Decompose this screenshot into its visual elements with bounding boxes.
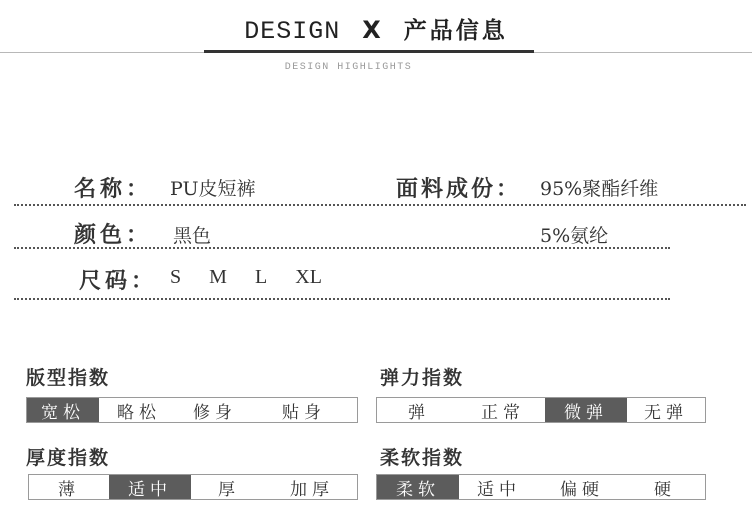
color-label: 颜色：: [74, 223, 153, 248]
size-list: [170, 266, 344, 289]
elasticity-option-stretch[interactable]: 弹: [408, 402, 430, 423]
elasticity-option-none[interactable]: 无弹: [644, 402, 688, 423]
fabric-label: 面料成份：: [396, 177, 522, 202]
softness-option-hard[interactable]: 硬: [654, 479, 676, 500]
color-value: 黑色: [173, 225, 212, 247]
thickness-index-title: 厚度指数: [26, 447, 111, 469]
elasticity-index-title: 弹力指数: [380, 367, 465, 389]
fit-index-title: 版型指数: [26, 367, 111, 389]
title-english: DESIGN: [244, 17, 341, 46]
thickness-option-thin[interactable]: 薄: [58, 479, 80, 500]
softness-option-firm[interactable]: 偏硬: [560, 479, 604, 500]
size-label: 尺码：: [79, 269, 158, 294]
fit-option-tight[interactable]: 贴身: [282, 402, 326, 423]
dotted-divider: [14, 298, 670, 300]
dotted-divider: [14, 247, 670, 249]
title-x-mark: X: [362, 16, 382, 44]
softness-index-title: 柔软指数: [380, 447, 465, 469]
fabric-value-2: 5%氨纶: [540, 225, 609, 247]
thickness-index-bar: [28, 474, 358, 500]
page-title: [0, 12, 752, 46]
fit-index-bar: [26, 397, 358, 423]
thickness-option-medium[interactable]: 适中: [109, 475, 191, 499]
title-chinese: 产品信息: [403, 18, 508, 44]
name-label: 名称：: [74, 177, 153, 202]
elasticity-option-normal[interactable]: 正常: [481, 402, 525, 423]
thickness-option-thick[interactable]: 厚: [218, 479, 240, 500]
size-option: L: [255, 266, 268, 288]
elasticity-option-slight[interactable]: 微弹: [545, 398, 627, 422]
elasticity-index-bar: [376, 397, 706, 423]
fabric-value-1: 95%聚酯纤维: [540, 178, 659, 200]
softness-option-soft[interactable]: 柔软: [377, 475, 459, 499]
size-option: XL: [295, 266, 322, 288]
thickness-option-extra-thick[interactable]: 加厚: [290, 479, 334, 500]
softness-option-medium[interactable]: 适中: [477, 479, 521, 500]
size-option: M: [209, 266, 227, 288]
fit-option-slim[interactable]: 修身: [193, 402, 237, 423]
fit-option-slightly-loose[interactable]: 略松: [117, 402, 161, 423]
fit-option-loose[interactable]: 宽松: [27, 398, 99, 422]
size-option: S: [170, 266, 182, 288]
page-subtitle: DESIGN HIGHLIGHTS: [284, 62, 413, 73]
dotted-divider: [14, 204, 746, 206]
name-value: PU皮短裤: [170, 178, 256, 200]
softness-index-bar: [376, 474, 706, 500]
header-underline: [204, 50, 534, 53]
